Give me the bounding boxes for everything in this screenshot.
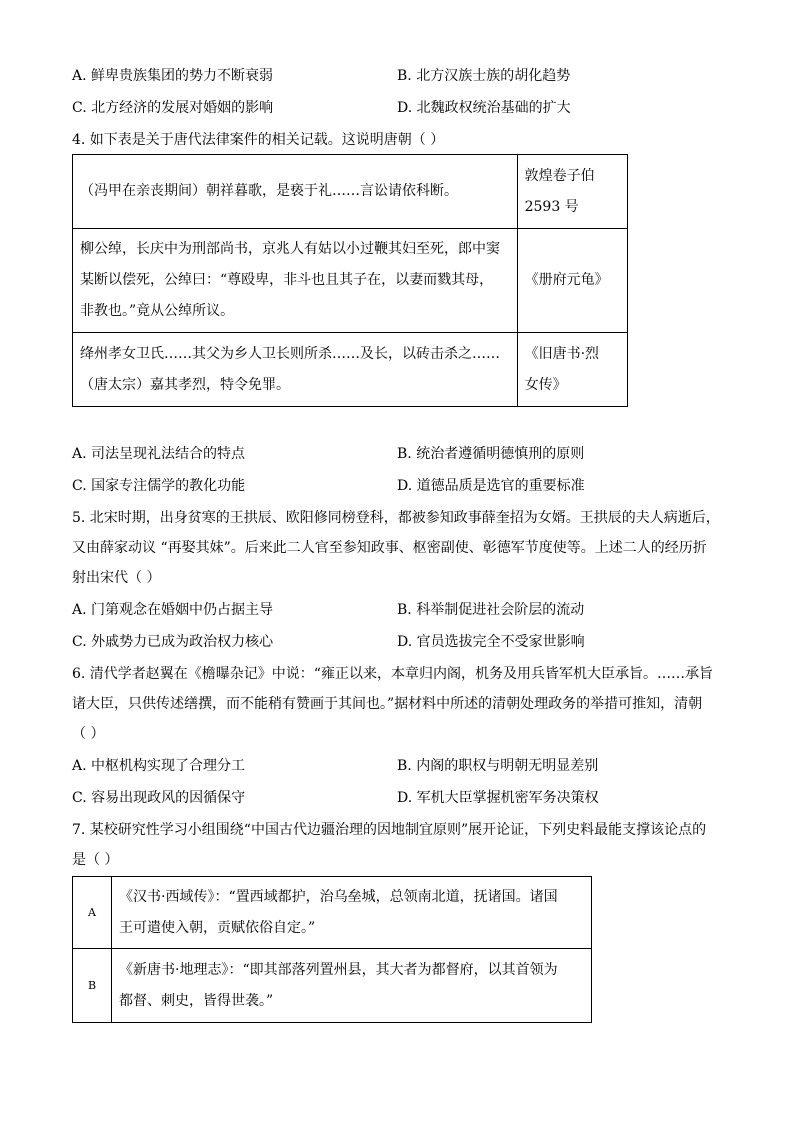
q4-row2-text <box>73 229 518 333</box>
table-cell-line: 都督、刺史，皆得世袭。” <box>119 992 274 1009</box>
q4-option-d: D. 道德品质是选官的重要标准 <box>397 478 585 494</box>
table-cell-line: 《旧唐书·烈 <box>524 345 600 362</box>
table-cell-line: 王可遣使入朝，贡赋依俗自定。” <box>119 919 316 936</box>
q7-row-a-text <box>112 877 592 949</box>
q7-row-b-label: B <box>73 949 112 1023</box>
q3-option-d: D. 北魏政权统治基础的扩大 <box>397 100 571 116</box>
q7-stem-line-2: 是（ ） <box>72 852 119 868</box>
q3-option-b: B. 北方汉族士族的胡化趋势 <box>397 68 571 84</box>
q7-table <box>72 876 592 1023</box>
q4-row3-source <box>517 333 627 407</box>
q6-option-b: B. 内阁的职权与明朝无明显差别 <box>397 758 599 774</box>
q5-option-a: A. 门第观念在婚姻中仍占据主导 <box>72 602 274 618</box>
q4-option-c: C. 国家专注儒学的教化功能 <box>72 478 246 494</box>
table-cell-line: 女传》 <box>524 376 567 393</box>
q6-stem-line-3: （ ） <box>72 726 105 742</box>
q4-stem: 4. 如下表是关于唐代法律案件的相关记载。这说明唐朝（ ） <box>72 132 445 148</box>
q5-option-d: D. 官员选拔完全不受家世影响 <box>397 634 585 650</box>
table-cell-line: （冯甲在亲丧期间）朝祥暮歌，是亵于礼……言讼请依科断。 <box>80 183 458 199</box>
table-row <box>73 229 628 333</box>
table-cell-line: 某断以偿死，公绰曰：“尊殴卑，非斗也且其子在，以妻而戮其母， <box>80 272 494 288</box>
table-row <box>73 155 628 229</box>
q3-option-a: A. 鲜卑贵族集团的势力不断衰弱 <box>72 68 274 84</box>
q5-stem-line-1: 5. 北宋时期，出身贫寒的王拱辰、欧阳修同榜登科，都被参知政事薛奎招为女婿。王拱辰的夫人病逝后， <box>72 510 720 526</box>
table-cell-line: 绛州孝女卫氏……其父为乡人卫长则所杀……及长，以砖击杀之…… <box>80 345 500 362</box>
q4-row1-source <box>517 155 627 229</box>
table-cell-line: 2593 号 <box>524 198 579 215</box>
q3-option-c: C. 北方经济的发展对婚姻的影响 <box>72 100 274 116</box>
q5-stem-line-2: 又由薛家动议 “再娶其妹”。后来此二人官至参知政事、枢密副使、彰德军节度使等。上述二人的经历折 <box>72 540 707 556</box>
q6-option-a: A. 中枢机构实现了合理分工 <box>72 758 246 774</box>
table-row <box>73 877 592 949</box>
q5-stem-line-3: 射出宋代（ ） <box>72 570 161 586</box>
q4-row1-text <box>73 155 518 229</box>
table-cell-line: 《册府元龟》 <box>524 272 609 288</box>
q4-option-a: A. 司法呈现礼法结合的特点 <box>72 446 246 462</box>
q6-stem-line-1: 6. 清代学者赵翼在《檐曝杂记》中说：“雍正以来，本章归内阁，机务及用兵皆军机大臣承旨。……承旨 <box>72 666 713 682</box>
q7-row-b-text <box>112 949 592 1023</box>
q5-option-b: B. 科举制促进社会阶层的流动 <box>397 602 585 618</box>
table-cell-line: 《汉书·西域传》：“置西域都护，治乌垒城，总领南北道，抚诸国。诸国 <box>119 888 558 905</box>
table-cell-line: 敦煌卷子伯 <box>524 167 595 184</box>
q4-row3-text <box>73 333 518 407</box>
q4-option-b: B. 统治者遵循明德慎刑的原则 <box>397 446 585 462</box>
q4-row2-source <box>517 229 627 333</box>
table-cell-line: 《新唐书·地理志》：“即其部落列置州县，其大者为都督府，以其首领为 <box>119 961 558 978</box>
q6-option-d: D. 军机大臣掌握机密军务决策权 <box>397 790 599 806</box>
q7-row-a-label: A <box>73 877 112 949</box>
q6-stem-line-2: 诸大臣，只供传述缮撰，而不能稍有赞画于其间也。”据材料中所述的清朝处理政务的举措可推知，清朝 <box>72 696 703 712</box>
table-cell-line: 非教也。”竟从公绰所议。 <box>80 303 235 319</box>
table-cell-line: 柳公绰，长庆中为刑部尚书，京兆人有姑以小过鞭其妇至死，郎中窦 <box>80 241 500 257</box>
table-row <box>73 949 592 1023</box>
q7-stem-line-1: 7. 某校研究性学习小组围绕“中国古代边疆治理的因地制宜原则”展开论证，下列史料最能支撑该论点的 <box>72 822 707 838</box>
table-cell-line: （唐太宗）嘉其孝烈，特令免罪。 <box>80 376 290 393</box>
q6-option-c: C. 容易出现政风的因循保守 <box>72 790 246 806</box>
q4-table <box>72 154 628 407</box>
q5-option-c: C. 外戚势力已成为政治权力核心 <box>72 634 274 650</box>
table-row <box>73 333 628 407</box>
